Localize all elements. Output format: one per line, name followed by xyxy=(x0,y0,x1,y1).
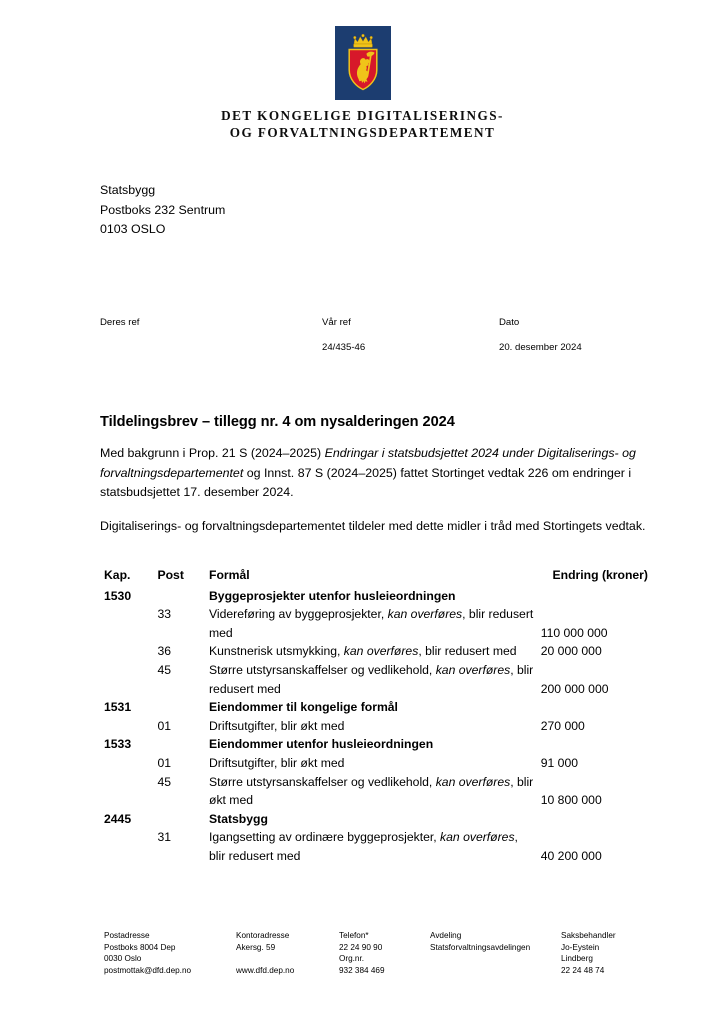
footer-kontoradresse-website[interactable]: www.dfd.dep.no xyxy=(236,965,295,975)
department-name xyxy=(0,107,725,141)
footer-saksbehandler-firstname: Jo-Eystein xyxy=(561,942,600,952)
footer-avdeling-name: Statsforvaltningsavdelingen xyxy=(430,942,531,952)
cell-amount: 200 000 000 xyxy=(540,681,609,696)
cell-kap xyxy=(104,605,157,642)
cell-post: 36 xyxy=(157,644,172,659)
department-name-line-1: DET KONGELIGE DIGITALISERINGS- xyxy=(221,108,504,123)
cell-formal: Større utstyrsanskaffelser og vedlikehold, kan overføres, blir økt med xyxy=(209,774,534,808)
intro-paragraph xyxy=(100,444,652,503)
budget-table-body xyxy=(104,587,648,866)
deres-ref-column xyxy=(100,316,139,341)
footer-kontoradresse-line-2: Akersg. 59 xyxy=(236,942,276,952)
var-ref-label: Vår ref xyxy=(322,317,351,328)
department-name-line-2: OG FORVALTNINGSDEPARTEMENT xyxy=(229,125,496,140)
cell-kap: 1533 xyxy=(104,737,132,752)
footer-saksbehandler-phone: 22 24 48 74 xyxy=(561,965,605,975)
dato-column xyxy=(499,316,582,354)
table-row xyxy=(104,698,648,717)
recipient-name: Statsbygg xyxy=(100,183,156,197)
cell-post xyxy=(157,698,209,717)
footer-kontoradresse xyxy=(236,930,336,976)
table-row xyxy=(104,605,648,642)
cell-kap xyxy=(104,642,157,661)
footer-postadresse-heading: Postadresse xyxy=(104,931,150,940)
footer-postadresse-line-2: Postboks 8004 Dep xyxy=(104,942,176,952)
cell-amount: 91 000 xyxy=(540,755,578,770)
cell-formal: Igangsetting av ordinære byggeprosjekter, kan overføres, blir redusert med xyxy=(209,830,518,863)
table-row xyxy=(104,642,648,661)
cell-amount xyxy=(541,587,648,606)
cell-amount: 10 800 000 xyxy=(540,793,602,808)
footer-saksbehandler xyxy=(561,930,661,976)
cell-post: 45 xyxy=(157,662,172,677)
intro-paragraph-part-1: Med bakgrunn i Prop. 21 S (2024–2025) xyxy=(100,446,325,460)
cell-amount xyxy=(541,698,648,717)
norwegian-coat-of-arms-icon xyxy=(335,26,391,100)
cell-formal: Statsbygg xyxy=(209,811,268,826)
deres-ref-label: Deres ref xyxy=(100,317,140,328)
cell-amount: 270 000 xyxy=(540,718,585,733)
cell-formal: Kunstnerisk utsmykking, kan overføres, blir redusert med xyxy=(209,644,517,659)
cell-post: 31 xyxy=(157,830,172,845)
table-row xyxy=(104,661,648,698)
footer-orgnr-heading: Org.nr. xyxy=(339,954,365,964)
header-kap: Kap. xyxy=(104,568,131,582)
cell-kap xyxy=(104,754,157,773)
cell-formal-italic: kan overføres xyxy=(435,662,511,677)
footer-kontoradresse-spacer xyxy=(236,953,336,965)
table-row xyxy=(104,810,648,829)
cell-post xyxy=(157,735,209,754)
cell-post xyxy=(157,810,209,829)
cell-amount: 110 000 000 xyxy=(540,625,608,640)
header-formal: Formål xyxy=(209,568,250,582)
cell-post: 01 xyxy=(157,718,172,733)
cell-amount: 20 000 000 xyxy=(540,644,602,659)
footer-postadresse-line-3: 0030 Oslo xyxy=(104,954,142,964)
footer-saksbehandler-heading: Saksbehandler xyxy=(561,931,616,940)
cell-post: 33 xyxy=(157,607,172,622)
table-row xyxy=(104,587,648,606)
footer-orgnr-number: 932 384 469 xyxy=(339,965,385,975)
cell-kap: 1530 xyxy=(104,588,132,603)
table-row xyxy=(104,828,648,865)
cell-kap xyxy=(104,828,157,865)
cell-amount xyxy=(541,810,648,829)
cell-formal-italic: kan overføres xyxy=(435,774,511,789)
cell-formal-italic: kan overføres xyxy=(440,830,515,845)
cell-amount xyxy=(541,735,648,754)
footer-postadresse-email[interactable]: postmottak@dfd.dep.no xyxy=(104,965,192,975)
cell-kap: 1531 xyxy=(104,700,132,715)
footer-telefon xyxy=(339,930,429,976)
footer-saksbehandler-lastname: Lindberg xyxy=(561,954,593,964)
header-post: Post xyxy=(157,568,184,582)
cell-formal: Eiendommer utenfor husleieordningen xyxy=(209,737,434,752)
table-row xyxy=(104,773,648,810)
var-ref-value: 24/435-46 xyxy=(322,342,366,353)
cell-formal: Driftsutgifter, blir økt med xyxy=(209,755,345,770)
var-ref-column xyxy=(322,316,365,354)
table-row xyxy=(104,717,648,736)
cell-formal: Driftsutgifter, blir økt med xyxy=(209,718,345,733)
cell-post xyxy=(157,587,209,606)
cell-formal: Eiendommer til kongelige formål xyxy=(209,700,398,715)
table-row xyxy=(104,754,648,773)
footer-postadresse xyxy=(104,930,234,976)
cell-formal-italic: kan overføres xyxy=(343,644,419,659)
table-row xyxy=(104,735,648,754)
cell-post: 45 xyxy=(157,774,172,789)
dato-value: 20. desember 2024 xyxy=(499,342,582,353)
table-header-row xyxy=(104,567,648,587)
budget-table xyxy=(104,567,648,866)
allocation-paragraph: Digitaliserings- og forvaltningsdepartementet tildeler med dette midler i tråd med Stortingets vedtak. xyxy=(100,519,646,533)
cell-kap: 2445 xyxy=(104,811,132,826)
footer-avdeling-heading: Avdeling xyxy=(430,931,462,940)
recipient-address xyxy=(100,181,225,240)
dato-label: Dato xyxy=(499,317,520,328)
recipient-street: Postboks 232 Sentrum xyxy=(100,202,226,217)
cell-kap xyxy=(104,773,157,810)
cell-formal: Byggeprosjekter utenfor husleieordningen xyxy=(209,588,456,603)
footer-kontoradresse-heading: Kontoradresse xyxy=(236,931,290,940)
intro-paragraph-part-2: og Innst. 87 S (2024–2025) fattet Stortinget vedtak 226 om endringer i statsbudsjettet 17. desember 2024. xyxy=(100,465,632,500)
page-title: Tildelingsbrev – tillegg nr. 4 om nysalderingen 2024 xyxy=(100,414,455,430)
cell-amount: 40 200 000 xyxy=(540,848,602,863)
intro-paragraph-italic: Endringar i statsbudsjettet 2024 under Digitaliserings- og forvaltningsdepartementet xyxy=(100,446,636,480)
cell-kap xyxy=(104,717,157,736)
cell-formal: Videreføring av byggeprosjekter, kan overføres, blir redusert med xyxy=(209,607,534,640)
letterhead xyxy=(0,26,725,141)
cell-formal: Større utstyrsanskaffelser og vedlikehold, kan overføres, blir redusert med xyxy=(209,662,534,696)
recipient-city: 0103 OSLO xyxy=(100,222,166,236)
cell-post: 01 xyxy=(157,755,172,770)
cell-kap xyxy=(104,661,157,698)
header-endring: Endring (kroner) xyxy=(552,568,648,582)
cell-formal-italic: kan overføres xyxy=(387,607,463,622)
footer-telefon-heading: Telefon* xyxy=(339,931,369,940)
footer-telefon-number: 22 24 90 90 xyxy=(339,942,383,952)
